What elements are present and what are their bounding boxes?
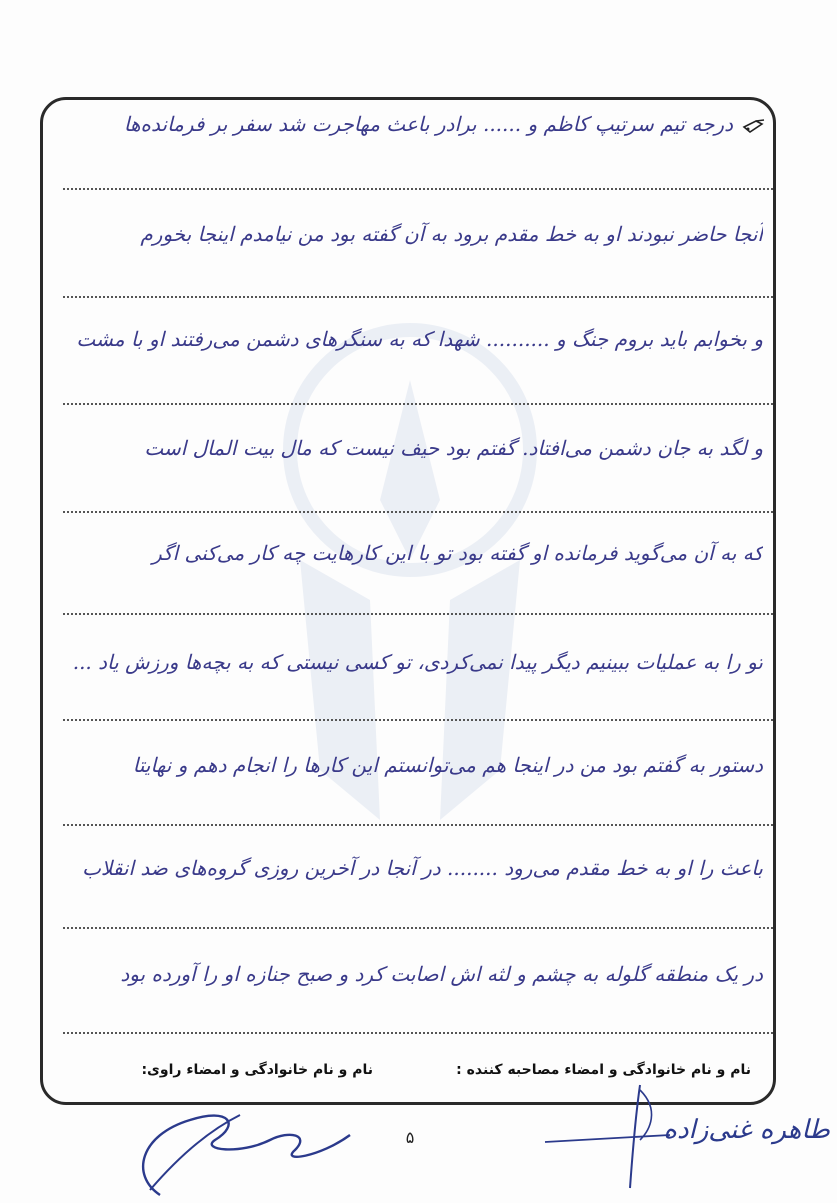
dotted-rule — [63, 927, 773, 929]
handwritten-line: آنجا حاضر نبودند او به خط مقدم برود به آن گفته بود من نیامدم اینجا بخورم — [140, 222, 763, 246]
interviewer-name-handwritten: طاهره غنی‌زاده — [663, 1115, 830, 1145]
interviewer-signature-label: نام و نام خانوادگی و امضاء مصاحبه کننده : — [456, 1062, 751, 1078]
dotted-rule — [63, 511, 773, 513]
narrator-signature-label: نام و نام خانوادگی و امضاء راوی: — [141, 1062, 373, 1078]
handwritten-line: در یک منطقه گلوله به چشم و لثه اش اصابت کرد و صبح جنازه او را آورده بود — [120, 962, 763, 986]
dotted-rule — [63, 403, 773, 405]
handwritten-line: و لگد به جان دشمن می‌افتاد. گفتم بود حیف نیست که مال بیت المال است — [144, 436, 763, 460]
dotted-rule — [63, 296, 773, 298]
handwritten-line: دستور به گفتم بود من در اینجا هم می‌توانستم این کارها را انجام دهم و نهایتا — [132, 753, 763, 777]
handwritten-line: تو را به عملیات ببینیم دیگر پیدا نمی‌کردی، تو کسی نیستی که به بچه‌ها ورزش یاد ... — [72, 650, 763, 674]
handwritten-line: که به آن می‌گوید فرمانده او گفته بود تو با این کارهایت چه کار می‌کنی اگر — [152, 541, 763, 565]
handwritten-line: باعث را او به خط مقدم می‌رود ........ در آنجا در آخرین روزی گروه‌های ضد انقلاب — [82, 856, 763, 880]
dotted-rule — [63, 1032, 773, 1034]
pen-icon — [742, 118, 766, 136]
handwritten-line: و بخوابم باید بروم جنگ و .......... شهدا که به سنگرهای دشمن می‌رفتند او با مشت — [76, 327, 763, 351]
narrator-signature — [120, 1095, 360, 1200]
dotted-rule — [63, 613, 773, 615]
dotted-rule — [63, 824, 773, 826]
dotted-rule — [63, 719, 773, 721]
handwritten-line: درجه تیم سرتیپ کاظم و ...... برادر باعث مهاجرت شد سفر بر فرمانده‌ها — [123, 112, 733, 136]
page-number: ۵ — [405, 1128, 415, 1147]
dotted-rule — [63, 188, 773, 190]
